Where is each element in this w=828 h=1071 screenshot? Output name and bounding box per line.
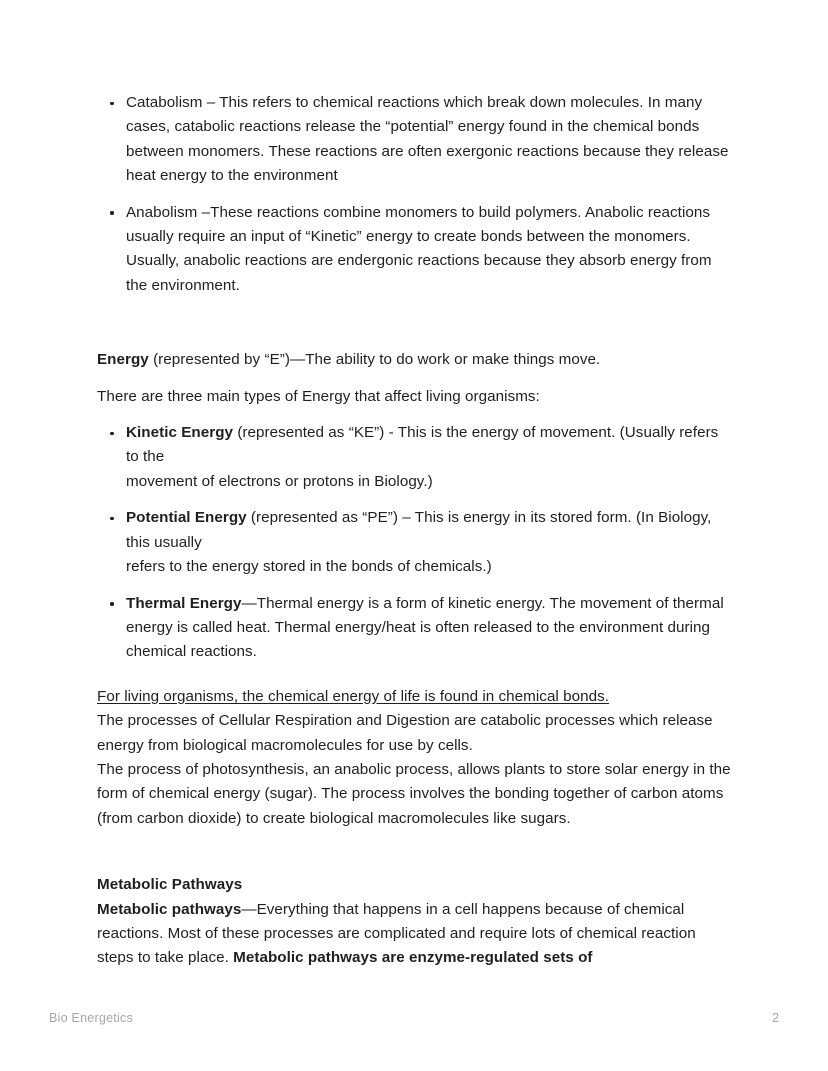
energy-term: Energy	[97, 351, 149, 369]
energy-types-list	[97, 421, 731, 665]
chemical-bonds-paragraph-2: The process of photosynthesis, an anabolic process, allows plants to store solar energy in the form of chemical energy (sugar). The process involves the bonding together of carbon atoms (from carbon dioxide) to create biological macromolecules like sugars.	[97, 760, 731, 827]
catabolism-term: Catabolism	[126, 94, 203, 111]
anabolism-term: Anabolism	[126, 203, 198, 221]
chemical-bonds-paragraph-1: The processes of Cellular Respiration and Digestion are catabolic processes which release energy from biological macromolecules for use by cells.	[97, 712, 713, 754]
kinetic-energy-term: Kinetic Energy	[126, 424, 234, 442]
potential-energy-text: (represented as “PE”) – This is energy in its stored form. (In Biology, this usually	[126, 509, 712, 551]
kinetic-energy-text: (represented as “KE”) - This is the energy of movement. (Usually refers to the	[126, 424, 719, 466]
list-item-thermal-energy	[97, 592, 731, 665]
spacer	[97, 409, 731, 421]
energy-definition-text: (represented by “E”)—The ability to do work or make things move.	[148, 351, 601, 369]
energy-definition	[97, 348, 731, 372]
spacer	[97, 831, 731, 873]
spacer	[97, 665, 731, 685]
footer-page-number: 2	[771, 1011, 779, 1025]
metabolic-pathways-heading	[97, 873, 731, 897]
kinetic-energy-text-continued: movement of electrons or protons in Biology.)	[126, 472, 433, 490]
list-item-catabolism	[97, 91, 731, 189]
metabolism-bullet-list	[97, 91, 731, 298]
metabolic-pathways-heading-text: Metabolic Pathways	[97, 876, 243, 894]
catabolism-text: – This refers to chemical reactions which break down molecules. In many cases, catabolic reactions release the “potential” energy found in the chemical bonds	[126, 94, 703, 136]
list-item-potential-energy	[97, 506, 731, 579]
anabolism-text: –These reactions combine monomers to build polymers. Anabolic reactions usually require an input of “Kinetic” energy to create bonds between the monomers. Usually, anabolic reactions are endergonic reactions because they absorb energy from the environment.	[126, 203, 712, 294]
metabolic-pathways-bold-tail: Metabolic pathways are enzyme-regulated sets of	[233, 949, 593, 967]
document-body	[97, 91, 731, 971]
metabolic-pathways-paragraph	[97, 898, 731, 971]
list-item-anabolism	[97, 201, 731, 299]
list-item-kinetic-energy	[97, 421, 731, 494]
footer-document-title: Bio Energetics	[49, 1011, 134, 1025]
thermal-energy-text: —Thermal energy is a form of kinetic energy. The movement of thermal energy is called heat. Thermal energy/heat is often released to the environment during chemical reactions.	[126, 594, 724, 661]
thermal-energy-term: Thermal Energy	[126, 594, 242, 612]
metabolic-pathways-body: —Everything that happens in a cell happens because of chemical reactions. Most of these processes are complicated and require lots of chemical reaction steps to take place.	[97, 900, 696, 967]
metabolic-pathways-term: Metabolic pathways	[97, 900, 242, 918]
potential-energy-term: Potential Energy	[126, 509, 247, 527]
chemical-bonds-heading	[97, 685, 731, 709]
energy-intro: There are three main types of Energy that affect living organisms:	[97, 387, 540, 405]
page-footer	[0, 1008, 828, 1038]
spacer	[97, 298, 731, 348]
chemical-bonds-underlined-text: For living organisms, the chemical energy of life is found in chemical bonds.	[97, 687, 610, 705]
spacer	[97, 373, 731, 385]
catabolism-text-continued: between monomers. These reactions are often exergonic reactions because they release heat energy to the environment	[126, 142, 729, 185]
potential-energy-text-continued: refers to the energy stored in the bonds of chemicals.)	[126, 558, 492, 576]
